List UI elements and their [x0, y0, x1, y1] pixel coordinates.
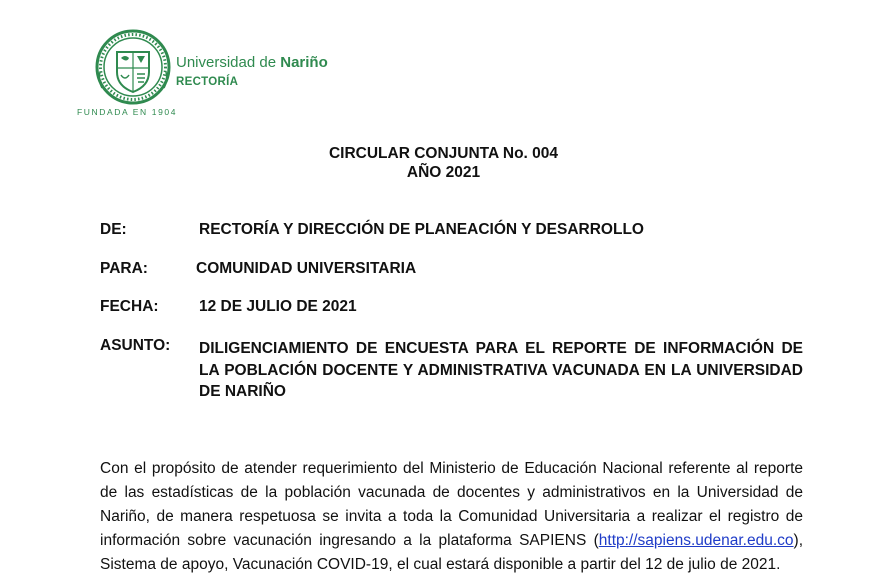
body-text-part1: Con el propósito de atender requerimiento del Ministerio de Educación Nacional referente al reporte de las estadísticas de la población vacunada de docentes y administrativos en la Universidad de Nariño, de manera respetuosa se invita a toda la Comunidad Universitaria a realizar el registro de información sobre vacunación ingresando a la plataforma SAPIENS ( [100, 460, 803, 549]
sapiens-link[interactable]: http://sapiens.udenar.edu.co [598, 532, 794, 549]
fecha-value: 12 DE JULIO DE 2021 [199, 298, 357, 315]
org-name [176, 54, 328, 71]
asunto-label: ASUNTO: [100, 337, 171, 354]
document-title: CIRCULAR CONJUNTA No. 004 [328, 145, 559, 162]
de-value: RECTORÍA Y DIRECCIÓN DE PLANEACIÓN Y DESARROLLO [199, 221, 644, 238]
body-text-part2: ), Sistema de apoyo, Vacunación COVID-19, el cual estará disponible a partir del 12 de julio de 2021. [100, 532, 803, 573]
org-unit: RECTORÍA [176, 76, 239, 88]
document-year: AÑO 2021 [406, 164, 481, 181]
body-paragraph [100, 457, 803, 577]
fecha-label: FECHA: [100, 298, 159, 315]
asunto-value: DILIGENCIAMIENTO DE ENCUESTA PARA EL REPORTE DE INFORMACIÓN DE LA POBLACIÓN DOCENTE Y ADMINISTRATIVA VACUNADA EN LA UNIVERSIDAD DE NARIÑO [199, 340, 803, 400]
org-name-bold: Nariño [280, 54, 328, 71]
university-seal-icon [92, 28, 174, 106]
de-label: DE: [100, 221, 127, 238]
para-label: PARA: [100, 260, 148, 277]
org-name-regular: Universidad de [176, 54, 281, 71]
para-value: COMUNIDAD UNIVERSITARIA [196, 260, 417, 277]
founded-label: FUNDADA EN 1904 [77, 107, 178, 117]
